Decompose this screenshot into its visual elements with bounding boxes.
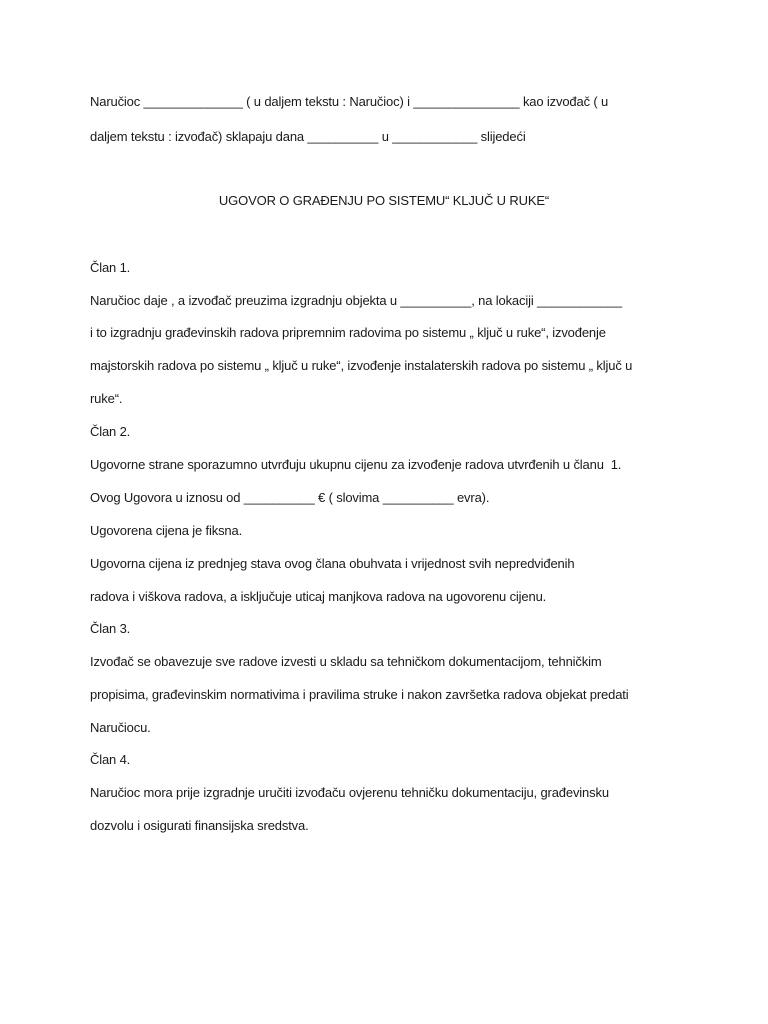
clan-1-line: i to izgradnju građevinskih radova pripremnim radovima po sistemu „ ključ u ruke“, izvođenje [90, 325, 606, 340]
clan-4-heading: Član 4. [90, 752, 131, 767]
clan-1-line: ruke“. [90, 391, 123, 406]
clan-3-line: Naručiocu. [90, 720, 151, 735]
clan-3-heading: Član 3. [90, 621, 131, 636]
clan-2-heading: Član 2. [90, 424, 131, 439]
clan-2-line: Ovog Ugovora u iznosu od __________ € ( slovima __________ evra). [90, 490, 490, 505]
clan-2-line: radova i viškova radova, a isključuje uticaj manjkova radova na ugovorenu cijenu. [90, 589, 547, 604]
clan-3-line: propisima, građevinskim normativima i pravilima struke i nakon završetka radova objekat predati [90, 687, 629, 702]
clan-2-line: Ugovorne strane sporazumno utvrđuju ukupnu cijenu za izvođenje radova utvrđenih u članu 1. [90, 457, 622, 472]
clan-1-heading: Član 1. [90, 260, 131, 275]
clan-1-line: majstorskih radova po sistemu „ ključ u ruke“, izvođenje instalaterskih radova po sistemu „ ključ u [90, 358, 633, 373]
clan-3-line: Izvođač se obavezuje sve radove izvesti u skladu sa tehničkom dokumentacijom, tehničkim [90, 654, 602, 669]
clan-1-line: Naručioc daje , a izvođač preuzima izgradnju objekta u __________, na lokaciji ____________ [90, 293, 623, 308]
clan-2-line: Ugovorna cijena iz prednjeg stava ovog člana obuhvata i vrijednost svih nepredviđenih [90, 556, 575, 571]
intro-line-1: Naručioc ______________ ( u daljem tekstu : Naručioc) i _______________ kao izvođač ( u [90, 94, 609, 109]
intro-line-2: daljem tekstu : izvođač) sklapaju dana __________ u ____________ slijedeći [90, 129, 526, 144]
clan-4-line: Naručioc mora prije izgradnje uručiti izvođaču ovjerenu tehničku dokumentaciju, građevinsku [90, 785, 609, 800]
clan-2-line: Ugovorena cijena je fiksna. [90, 523, 243, 538]
document-title: UGOVOR O GRAĐENJU PO SISTEMU“ KLJUČ U RUKE“ [218, 193, 550, 208]
clan-4-line: dozvolu i osigurati finansijska sredstva. [90, 818, 309, 833]
